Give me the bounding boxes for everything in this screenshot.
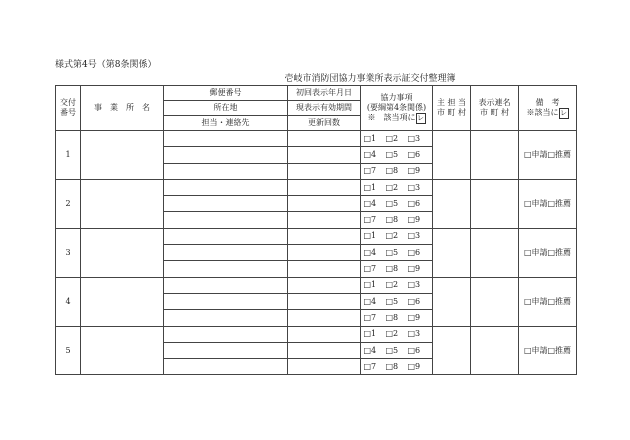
coop-checkbox[interactable]: □3 (407, 133, 421, 143)
coop-checkbox[interactable]: □7 (363, 166, 377, 176)
check-mark-box: レ (560, 108, 567, 117)
coop-items (361, 342, 433, 358)
coop-checkbox[interactable]: □4 (363, 149, 377, 159)
form-number: 様式第4号（第8条関係） (55, 60, 157, 70)
renewals-cell[interactable] (288, 359, 361, 375)
table-row (56, 179, 577, 195)
coop-checkbox[interactable]: □8 (385, 264, 399, 274)
joint-town-cell[interactable] (471, 131, 519, 180)
coop-checkbox[interactable]: □6 (407, 149, 421, 159)
coop-checkbox[interactable]: □2 (385, 133, 399, 143)
coop-items (361, 179, 433, 195)
coop-items (361, 163, 433, 179)
table-row (56, 326, 577, 342)
coop-checkbox[interactable]: □9 (407, 361, 421, 371)
coop-checkbox[interactable]: □8 (385, 215, 399, 225)
validity-cell[interactable] (288, 196, 361, 212)
coop-checkbox[interactable]: □3 (407, 182, 421, 192)
coop-checkbox[interactable]: □9 (407, 312, 421, 322)
document-title: 壱岐市消防団協力事業所表示証交付整理簿 (284, 74, 456, 84)
header-first-date: 初回表示年月日 (288, 86, 361, 101)
first-date-cell[interactable] (288, 179, 361, 195)
postal-code-cell[interactable] (164, 326, 288, 342)
coop-checkbox[interactable]: □1 (363, 329, 377, 339)
coop-checkbox[interactable]: □4 (363, 198, 377, 208)
coop-items (361, 131, 433, 147)
main-town-cell[interactable] (433, 228, 471, 277)
renewals-cell[interactable] (288, 212, 361, 228)
first-date-cell[interactable] (288, 131, 361, 147)
coop-items (361, 147, 433, 163)
remarks-cell[interactable]: □申請□推薦 (519, 326, 577, 375)
renewals-cell[interactable] (288, 261, 361, 277)
contact-cell[interactable] (164, 163, 288, 179)
contact-cell[interactable] (164, 212, 288, 228)
postal-code-cell[interactable] (164, 131, 288, 147)
address-cell[interactable] (164, 245, 288, 261)
coop-checkbox[interactable]: □9 (407, 215, 421, 225)
coop-checkbox[interactable]: □2 (385, 329, 399, 339)
issue-number: 3 (56, 228, 81, 277)
header-remarks: 備 考 ※該当に レ (519, 86, 577, 131)
register-table (55, 85, 577, 375)
coop-items (361, 293, 433, 309)
coop-items (361, 261, 433, 277)
remarks-cell[interactable]: □申請□推薦 (519, 228, 577, 277)
coop-checkbox[interactable]: □1 (363, 182, 377, 192)
postal-code-cell[interactable] (164, 228, 288, 244)
business-name-cell[interactable] (81, 326, 164, 375)
coop-checkbox[interactable]: □2 (385, 280, 399, 290)
joint-town-cell[interactable] (471, 326, 519, 375)
main-town-cell[interactable] (433, 179, 471, 228)
coop-items (361, 212, 433, 228)
coop-checkbox[interactable]: □9 (407, 166, 421, 176)
table-row (56, 277, 577, 293)
contact-cell[interactable] (164, 261, 288, 277)
header-issue-no: 交付 番号 (56, 86, 81, 131)
coop-items (361, 228, 433, 244)
coop-checkbox[interactable]: □3 (407, 231, 421, 241)
coop-checkbox[interactable]: □5 (385, 198, 399, 208)
coop-items (361, 310, 433, 326)
coop-checkbox[interactable]: □3 (407, 280, 421, 290)
coop-checkbox[interactable]: □4 (363, 345, 377, 355)
business-name-cell[interactable] (81, 228, 164, 277)
coop-checkbox[interactable]: □4 (363, 296, 377, 306)
coop-items (361, 326, 433, 342)
postal-code-cell[interactable] (164, 277, 288, 293)
coop-items (361, 277, 433, 293)
header-renewals: 更新回数 (288, 116, 361, 131)
address-cell[interactable] (164, 293, 288, 309)
remarks-cell[interactable]: □申請□推薦 (519, 179, 577, 228)
coop-checkbox[interactable]: □6 (407, 296, 421, 306)
business-name-cell[interactable] (81, 131, 164, 180)
coop-checkbox[interactable]: □1 (363, 280, 377, 290)
first-date-cell[interactable] (288, 228, 361, 244)
coop-checkbox[interactable]: □6 (407, 198, 421, 208)
validity-cell[interactable] (288, 342, 361, 358)
issue-number: 2 (56, 179, 81, 228)
joint-town-cell[interactable] (471, 179, 519, 228)
coop-checkbox[interactable]: □3 (407, 329, 421, 339)
header-joint-town: 表示連名 市 町 村 (471, 86, 519, 131)
business-name-cell[interactable] (81, 277, 164, 326)
issue-number: 4 (56, 277, 81, 326)
first-date-cell[interactable] (288, 326, 361, 342)
main-town-cell[interactable] (433, 131, 471, 180)
main-town-cell[interactable] (433, 326, 471, 375)
remarks-cell[interactable]: □申請□推薦 (519, 277, 577, 326)
coop-checkbox[interactable]: □7 (363, 264, 377, 274)
coop-checkbox[interactable]: □2 (385, 231, 399, 241)
coop-checkbox[interactable]: □1 (363, 133, 377, 143)
coop-checkbox[interactable]: □6 (407, 345, 421, 355)
header-contact: 担当・連絡先 (164, 116, 288, 131)
issue-number: 5 (56, 326, 81, 375)
header-main-town: 主 担 当 市 町 村 (433, 86, 471, 131)
coop-items (361, 245, 433, 261)
header-business-name: 事 業 所 名 (81, 86, 164, 131)
validity-cell[interactable] (288, 245, 361, 261)
coop-items (361, 196, 433, 212)
coop-checkbox[interactable]: □7 (363, 312, 377, 322)
header-address: 所在地 (164, 101, 288, 116)
coop-checkbox[interactable]: □2 (385, 182, 399, 192)
main-town-cell[interactable] (433, 277, 471, 326)
issue-number: 1 (56, 131, 81, 180)
table-row (56, 228, 577, 244)
address-cell[interactable] (164, 342, 288, 358)
postal-code-cell[interactable] (164, 179, 288, 195)
coop-checkbox[interactable]: □5 (385, 247, 399, 257)
coop-checkbox[interactable]: □5 (385, 345, 399, 355)
coop-checkbox[interactable]: □8 (385, 166, 399, 176)
coop-checkbox[interactable]: □1 (363, 231, 377, 241)
coop-checkbox[interactable]: □7 (363, 215, 377, 225)
contact-cell[interactable] (164, 310, 288, 326)
joint-town-cell[interactable] (471, 228, 519, 277)
joint-town-cell[interactable] (471, 277, 519, 326)
validity-cell[interactable] (288, 147, 361, 163)
coop-checkbox[interactable]: □7 (363, 361, 377, 371)
remarks-cell[interactable]: □申請□推薦 (519, 131, 577, 180)
coop-items (361, 359, 433, 375)
coop-checkbox[interactable]: □5 (385, 149, 399, 159)
renewals-cell[interactable] (288, 163, 361, 179)
coop-checkbox[interactable]: □5 (385, 296, 399, 306)
validity-cell[interactable] (288, 293, 361, 309)
header-coop: 協力事項 (要綱第4条関係) ※ 該当項に レ (361, 86, 433, 131)
address-cell[interactable] (164, 196, 288, 212)
coop-checkbox[interactable]: □9 (407, 264, 421, 274)
contact-cell[interactable] (164, 359, 288, 375)
renewals-cell[interactable] (288, 310, 361, 326)
address-cell[interactable] (164, 147, 288, 163)
header-postal-code: 郵便番号 (164, 86, 288, 101)
first-date-cell[interactable] (288, 277, 361, 293)
coop-checkbox[interactable]: □6 (407, 247, 421, 257)
coop-checkbox[interactable]: □8 (385, 361, 399, 371)
coop-checkbox[interactable]: □8 (385, 312, 399, 322)
check-mark-box: レ (417, 113, 424, 122)
business-name-cell[interactable] (81, 179, 164, 228)
header-validity: 現表示有効期間 (288, 101, 361, 116)
coop-checkbox[interactable]: □4 (363, 247, 377, 257)
table-row (56, 131, 577, 147)
